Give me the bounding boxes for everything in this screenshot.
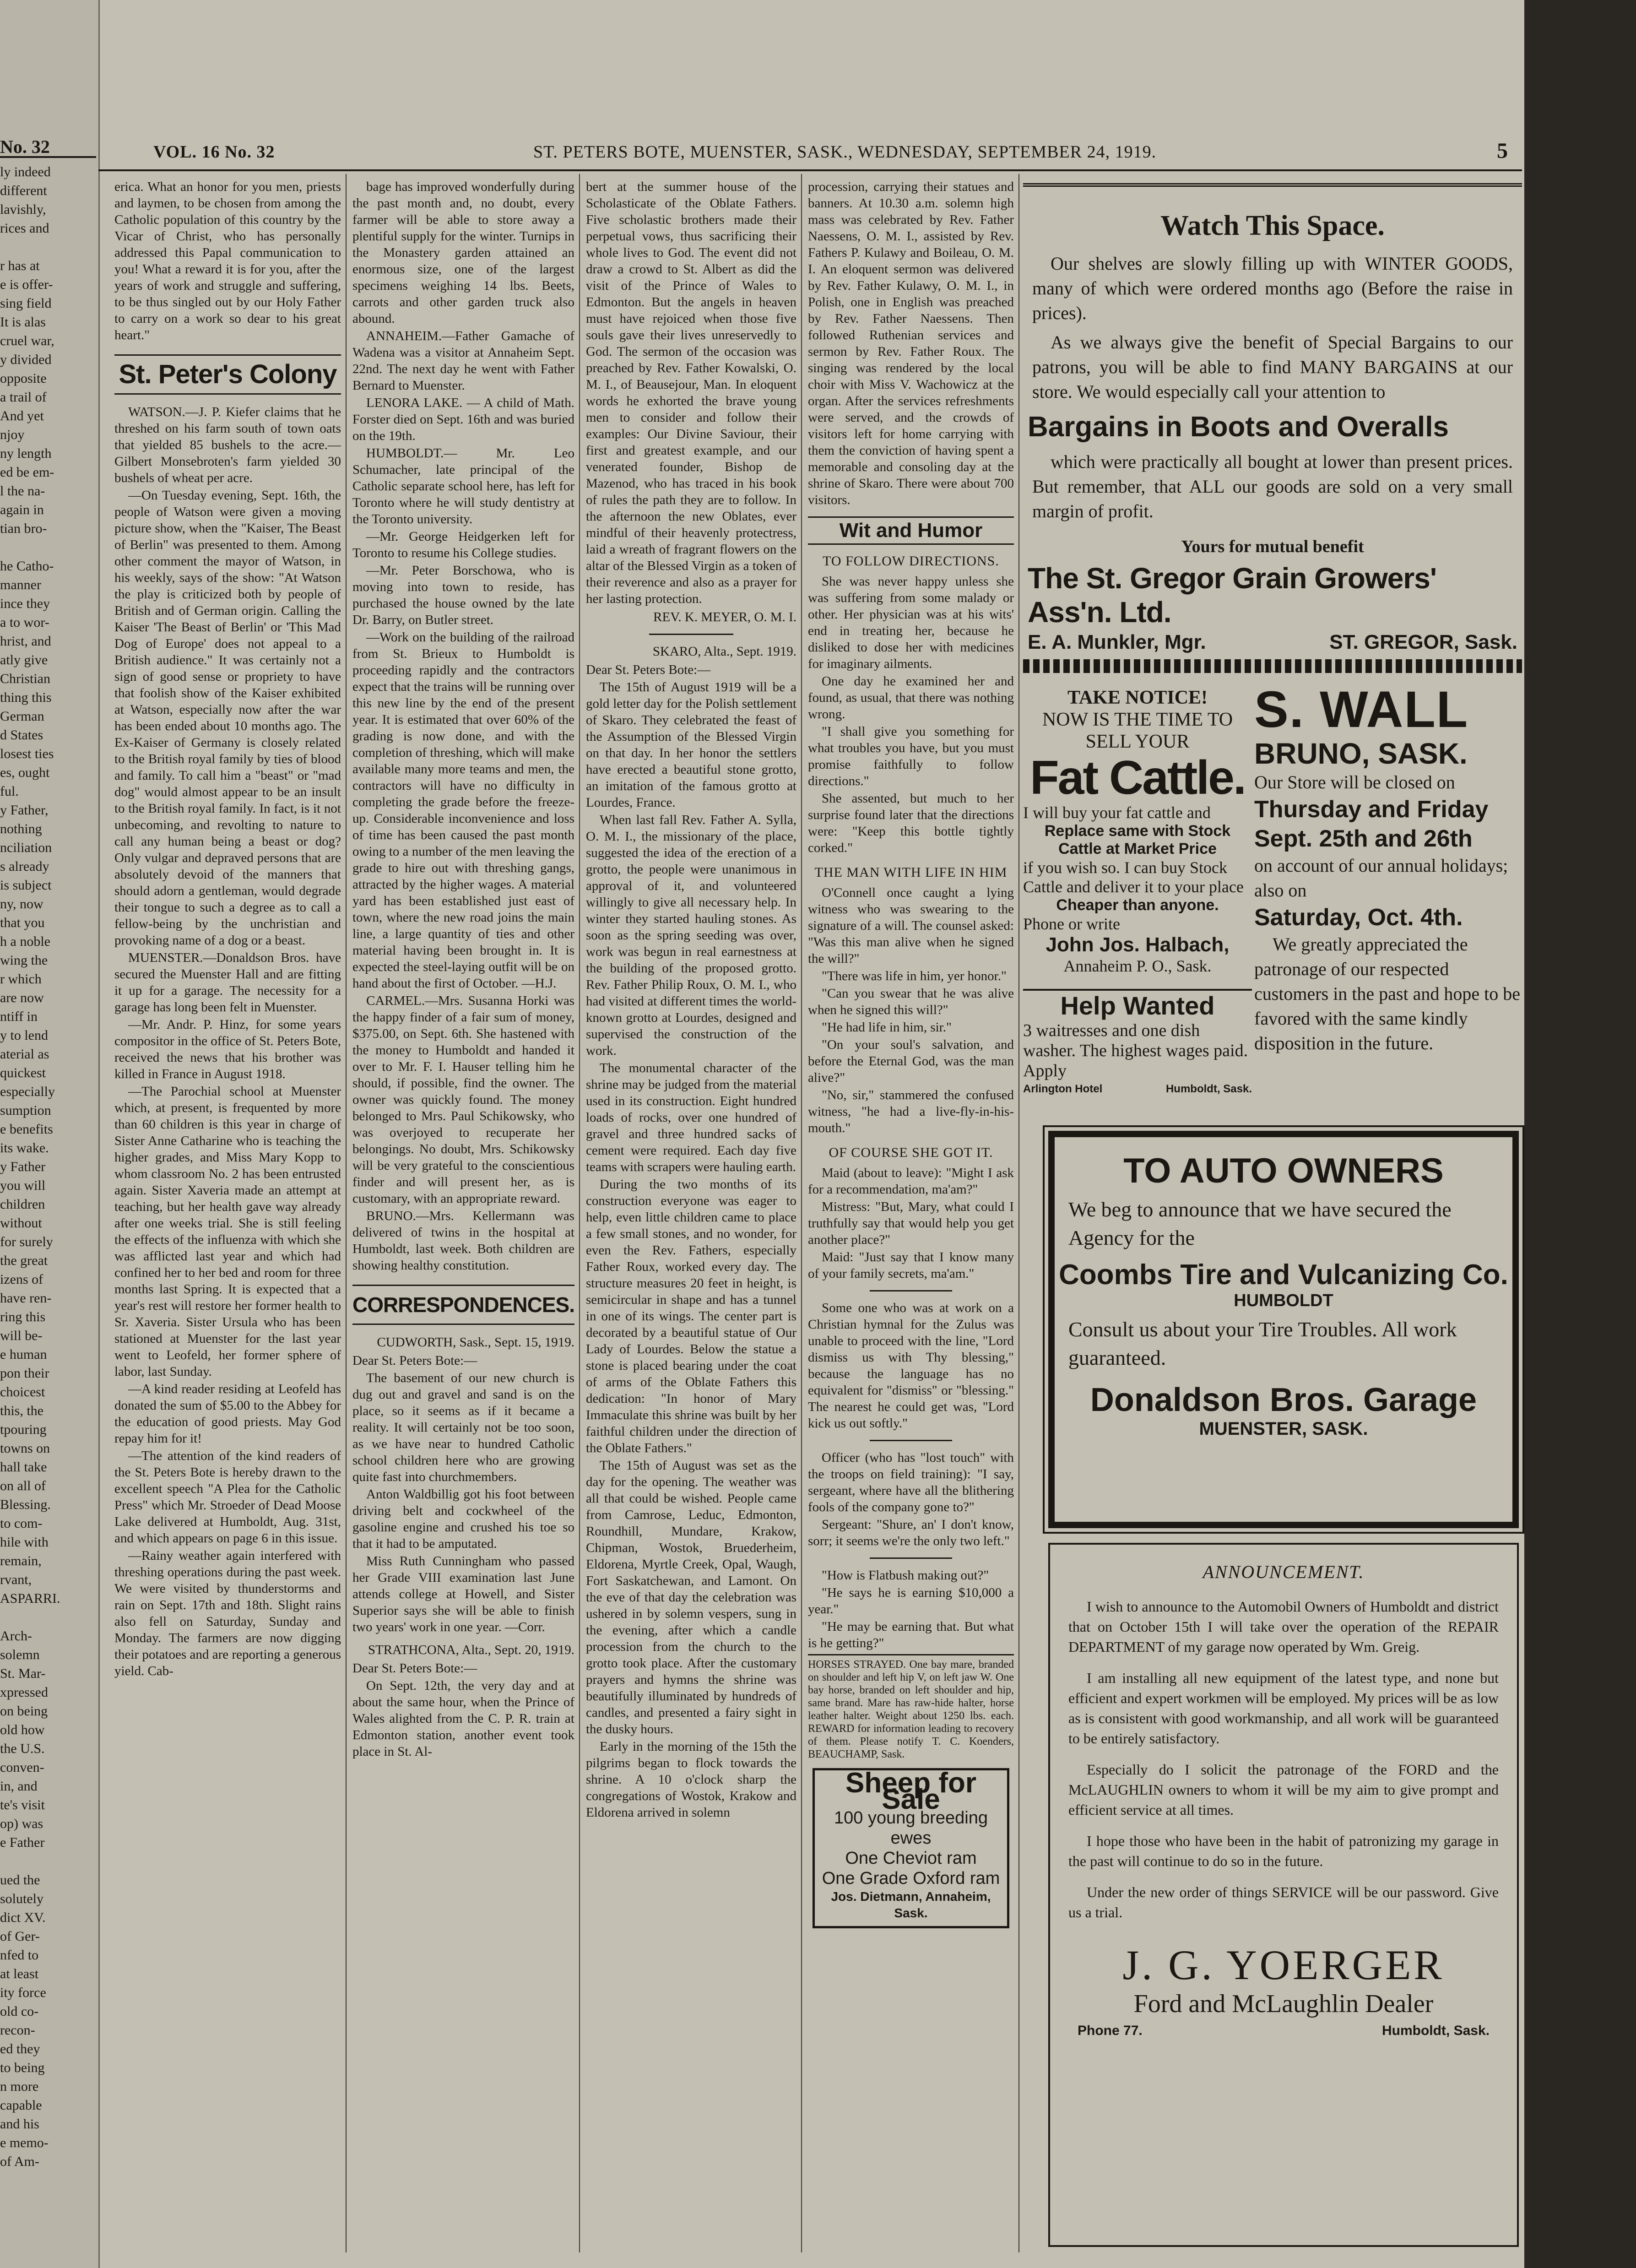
binding-shadow [1524,0,1636,2268]
sheep-title: Sheep for Sale [845,1767,976,1815]
letter-continued [586,179,796,607]
fragment-line: xpressed [0,1685,48,1700]
fragment-line: r has at [0,258,40,273]
announcement-body [1050,1596,1517,1922]
letter-strathcona [352,1677,574,1760]
fragment-line: will be- [0,1328,43,1343]
fragment-line: again in [0,502,44,517]
fragment-line: e is offer- [0,277,53,292]
auto-garage: Donaldson Bros. Garage [1090,1382,1477,1418]
fragment-line: you will [0,1178,46,1193]
paragraph: During the two months of its construction everyone was eager to help, even little children came to place a few small stones, and no wonder, for even the Rev. Fathers, especially Father Roux, worked every day. The structure measures 20 feet in height, is semicircular in shape and has a tunnel in one of its wings. The center part is decorated by a beautiful statue of Our Lady of Lourdes. Below the statue a stone is placed bearing under the coat of arms of the Oblate Fathers this dedication: "In honor of Mary Immaculate this shrine was built by her faithful children under the direction of the Oblate Fathers." [586,1177,796,1455]
fragment-line: to com- [0,1516,43,1531]
paragraph: Officer (who has "lost touch" with the troops on field training): "I say, sergeant, where have all the blithering fools of the company gone to?" [808,1450,1014,1514]
cattle-text: I will buy your fat cattle and [1023,803,1211,822]
correspondences-title: CORRESPONDENCES. [352,1285,574,1325]
paragraph: Maid: "Just say that I know many of your family secrets, ma'am." [808,1250,1014,1281]
fragment-line: tpouring [0,1422,47,1437]
column-1 [114,179,341,2252]
fragment-line: a trail of [0,390,47,405]
fragment-line: on all of [0,1478,46,1493]
wall-text: We greatly appreciated the patronage of our respected customers in the past and hope to be favored with the same kindly disposition in the future. [1254,934,1520,1053]
decorative-border [1023,659,1522,673]
divider [870,1440,952,1441]
ad-title: Watch This Space. [1160,210,1385,241]
salutation: Dear St. Peters Bote:— [586,662,711,677]
fragment-line: recon- [0,2023,35,2038]
paragraph: bert at the summer house of the Scholasticate of the Oblate Fathers. Five scholastic brothers made their perpetual vows, thus sacrificing their whole lives to God. The event did not draw a crowd to St. Albert as did the visit of the Prince of Wales to Edmonton. But the angels in heaven must have rejoiced when those five souls gave their lives unreservedly to God. The sermon of the occasion was preached by Rev. Father Kowalski, O. M. I., of Beausejour, Man. In eloquent words he exhorted the brave young men to consider and follow their examples: Our Divine Saviour, their first and greatest example, and our venerated founder, Bishop de Mazenod, who has traced in his book of rules the path they are to follow. In the afternoon the new Oblates, ever mindful of their heavenly protectress, laid a wreath of fragrant flowers on the altar of the Blessed Virgin as a token of their reverence and also as a prayer for her lasting protection. [586,179,796,606]
ad-text: which were practically all bought at lower than present prices. But remember, that ALL our goods are sold on a very small margin of profit. [1032,451,1513,521]
fragment-line [0,538,96,557]
sheep-line: 100 young breeding ewes [834,1808,988,1848]
fragment-line: in, and [0,1779,38,1794]
sheep-for-sale-ad [813,1768,1009,1928]
paragraph: "He had life in him, sir." [822,1020,952,1035]
watch-this-space-ad [1023,183,1522,654]
paragraph: I hope those who have been in the habit of patronizing my garage in the past will continue to do so in the future. [1068,1833,1499,1869]
fragment-line: its wake. [0,1140,49,1156]
divider [649,634,733,635]
paragraph: HUMBOLDT.— Mr. Leo Schumacher, late principal of the Catholic separate school here, has left for Toronto where he will study dentistry at the Toronto university. [352,446,574,526]
paragraph: LENORA LAKE. — A child of Math. Forster died on Sept. 16th and was buried on the 19th. [352,396,574,443]
fragment-line: y Father, [0,803,49,818]
paragraph: O'Connell once caught a lying witness who was swearing to the signature of a will. The counsel asked: "Was this man alive when he signed the will?" [808,885,1014,966]
wall-text: Our Store will be closed on [1254,772,1455,792]
paragraph: "On your soul's salvation, and before the Eternal God, was the man alive?" [808,1037,1014,1085]
letter-cudworth [352,1370,574,1635]
letter-continued [808,179,1014,508]
fragment-line: have ren- [0,1291,52,1306]
fragment-line: to being [0,2060,45,2075]
fragment-line: ince they [0,596,50,611]
paragraph: The 15th of August 1919 will be a gold letter day for the Polish settlement of Skaro. They celebrated the feast of the Assumption of the Blessed Virgin on that day. In her honor the settlers have erected a beautiful stone grotto, an imitation of the famous grotto at Lourdes, France. [586,680,796,810]
fragment-line: ring this [0,1309,46,1324]
fragment-line: of Am- [0,2154,39,2169]
fragment-line: remain, [0,1553,42,1568]
column-rule [346,174,347,2252]
fragment-line: e benefits [0,1122,53,1137]
paragraph: —The Parochial school at Muenster which, at present, is frequented by more than 60 children is this year in charge of Sister Anne Catharine who is teaching the higher grades, and Miss Mary Kopp to whom classroom No. 2 has been entrusted again. Sister Xaveria made an attempt at teaching, but her health gave way already after one weeks trial. She is still feeling the effects of the influenza with which she was afflicted last year and which had confined her to her bed and room for three months last Spring. It is expected that a year's rest will restore her former health to Sr. Xaveria. Sister Ursula who has been stationed at Muenster for the last year went to Leofeld, her former sphere of labor, last Sunday. [114,1084,341,1379]
fragment-line: s already [0,859,49,874]
fragment-line: l the na- [0,483,45,499]
fragment-line: St. Mar- [0,1666,46,1681]
fragment-line: atly give [0,652,48,667]
auto-company: Coombs Tire and Vulcanizing Co. [1059,1259,1508,1291]
previous-page-lines [0,163,96,2171]
ad-company: The St. Gregor Grain Growers' Ass'n. Ltd. [1028,562,1437,629]
sheep-seller: Jos. Dietmann, Annaheim, Sask. [831,1889,991,1920]
dateline: CUDWORTH, Sask., Sept. 15, 1919. [377,1335,574,1350]
paragraph: I am installing all new equipment of the latest type, and none but efficient and expert workmen will be employed. My prices will be as low as is consistent with good workmanship, and all work will be guaranteed to be entirely satisfactory. [1068,1670,1499,1747]
fragment-line: of Ger- [0,1929,40,1944]
wall-text: on account of our annual holidays; also on [1254,855,1508,901]
fragment-line: children [0,1197,45,1212]
joke [808,1300,1014,1432]
announcement-ad [1048,1543,1519,2247]
fragment-line: ed be em- [0,465,54,480]
joke-heading: THE MAN WITH LIFE IN HIM [814,865,1008,880]
dateline: STRATHCONA, Alta., Sept. 20, 1919. [368,1643,574,1657]
fragment-line: nothing [0,821,42,836]
help-title: Help Wanted [1060,991,1215,1020]
paragraph: The 15th of August was set as the day for the opening. The weather was all that could be wished. People came from Camrose, Leduc, Edmonton, Roundhill, Mundare, Krakow, Chipman, Wostok, Bruederheim, Eldorena, Myrtle Creek, Opal, Waugh, Fort Saskatchewan, and Lamont. On the eve of that day the celebration was ushered in by solemn vespers, sung in the evening, after which a candle procession from the church to the grotto took place. After the customary prayers and hymns the shrine was beautifully illuminated by hundreds of candles, and presented a fairy sight in the dusky hours. [586,1458,796,1736]
paragraph: On Sept. 12th, the very day and at about the same hour, when the Prince of Wales alighted from the C. P. R. train at Edmonton station, another event took place in St. Al- [352,1678,574,1759]
fragment-line: aterial as [0,1047,49,1062]
fragment-line: he Catho- [0,559,54,574]
paragraph: When last fall Rev. Father A. Sylla, O. M. I., the missionary of the place, suggested the idea of the erection of a grotto, the people were unanimous in approval of it, and volunteered willingly to give all necessary help. In winter they started hauling stones. As soon as the spring seeding was over, work was begun in real earnestness at the building of the proposed grotto. Rev. Father Philip Roux, O. M. I., who had visited at different times the world-known grotto at Lourdes, designed and supervised the construction of the work. [586,813,796,1058]
dealer-phone: Phone 77. [1078,2023,1143,2038]
fragment-line: old how [0,1722,45,1737]
paragraph: Early in the morning of the 15th the pilgrims began to flock towards the shrine. A 10 o'clock sharp the congregations of Wostok, Krakow and Eldorena arrived in solemn [586,1739,796,1820]
divider [870,1557,952,1559]
classified-ad: HORSES STRAYED. One bay mare, branded on shoulder and left hip V, on left jaw W. One bay horse, branded on left shoulder and hip, same brand. Mare has raw-hide halter, horse leather halter. Weight about 1250 lbs. each. REWARD for information leading to recovery of them. Please notify T. C. Koenders, BEAUCHAMP, Sask. [808,1654,1014,1761]
previous-page-header: No. 32 [0,137,96,158]
masthead-title: ST. PETERS BOTE, MUENSTER, SASK., WEDNESDAY, SEPTEMBER 24, 1919. [533,142,1157,162]
help-footer [1023,1083,1252,1096]
wall-town: BRUNO, SASK. [1254,737,1468,770]
fragment-line: thing this [0,690,52,705]
paragraph: "How is Flatbush making out?" [822,1568,989,1583]
ad-manager: E. A. Munkler, Mgr. [1028,631,1206,653]
fragment-line: es, ought [0,765,50,780]
paragraph: Under the new order of things SERVICE will be our password. Give us a trial. [1068,1884,1499,1921]
fragment-line: hall take [0,1460,47,1475]
paragraph: —Work on the building of the railroad from St. Brieux to Humboldt is proceeding rapidly and the contractors expect that the trains will be running over this new line by the end of the present year. It is estimated that over 60% of the grading is now done, and with the completion of threshing, which will make available many more teams and men, the contractors will have no difficulty in completing the grade before the freeze-up. Considerable inconvenience and loss of time has been caused the past month owing to a number of the men leaving the grade to hire out with threshing gangs, attracted by the higher wages. A material yard has been established just east of town, where the new road joins the main line, a large quantity of ties and other material having been brought in. It is expected the steel-laying outfit will be on hand about the first of October. —H.J. [352,630,574,991]
paragraph: —Mr. George Heidgerken left for Toronto to resume his College studies. [352,529,574,560]
paragraph: I wish to announce to the Automobil Owners of Humboldt and district that on October 15th I will take over the operation of the REPAIR DEPARTMENT of my garage now operated by Wm. Greig. [1068,1598,1499,1655]
fragment-line: It is alas [0,315,46,330]
ad-closing: Yours for mutual benefit [1181,537,1364,556]
fragment-line: a to wor- [0,615,49,630]
paragraph: —On Tuesday evening, Sept. 16th, the people of Watson were given a moving picture show, when the "Kaiser, The Beast of Berlin" was presented to them. Among other comment the mayor of Watson, in his weekly, says of the show: "At Watson the play is criticized both by people of British and of German origin. Calling the Kaiser 'The Beast of Berlin' or 'This Mad Dog of Europe' does not appeal to a British audience." It was certainly not a sign of good sense or propriety to have that foolish show of the Kaiser exhibited at Watson, especially now after the war has been ended about 10 months ago. The Ex-Kaiser of Germany is closely related to the British royal family by ties of blood and family. To call him a "beast" or "mad dog" would almost appear to be an insult to the British royal family. In fact, is it not unbecoming, and revolting to nature to call any human being a beast or dog? Only vulgar and depraved persons that are absolutely devoid of the manners that should adorn a gentleman, would degrade their tongue to such a degree as to call a fellow-being by the unchristian and provoking name of a dog or a beast. [114,488,341,948]
cattle-text: Phone or write [1023,915,1120,933]
cattle-headline: Fat Cattle. [1030,751,1245,804]
fragment-line: dict XV. [0,1910,46,1925]
fragment-line: especially [0,1084,55,1099]
paragraph: She was never happy unless she was suffering from some malady or other. Her physician was at his wits' end in treating her, because he disliked to dose her with medicines for imaginary ailments. [808,574,1014,671]
sheep-line: One Cheviot ram [845,1849,977,1868]
local-news-continued [352,179,574,1274]
fragment-line [0,1608,96,1627]
paragraph: "No, sir," stammered the confused witness, "he had a live-fly-in-his-mouth." [808,1088,1014,1135]
volume-number: VOL. 16 No. 32 [153,142,275,162]
salutation: Dear St. Peters Bote:— [352,1661,477,1676]
paragraph: procession, carrying their statues and banners. At 10.30 a.m. solemn high mass was celebrated by Rev. Father Naessens, O. M. I., assisted by Rev. Fathers P. Kulawy and Boileau, O. M. I. An eloquent sermon was delivered by Rev. Father Kulawy, O. M. I., in Polish, one in English was preached by Rev. Father Naessens. Then followed Ruthenian services and sermon by Rev. Father Roux. The singing was rendered by the local choir with Miss V. Wachowicz at the organ. After the services refreshments were served, and the crowds of visitors left for home carrying with them the conviction of having spent a memorable and consoling day at the shrine of Skaro. There were about 700 visitors. [808,179,1014,507]
letter-skaro [586,679,796,1821]
fragment-line: ntiff in [0,1009,38,1024]
paragraph: Mistress: "But, Mary, what could I truthfully say that would help you get another place?" [808,1199,1014,1247]
fragment-line: hile with [0,1535,49,1550]
announcement-title: ANNOUNCEMENT. [1203,1562,1365,1582]
fragment-line: ly indeed [0,164,51,179]
section-title: St. Peter's Colony [114,354,341,395]
paragraph: Especially do I solicit the patronage of the FORD and the McLAUGHLIN owners to whom it will be my aim to give prompt and efficient service at all times. [1068,1761,1499,1818]
fragment-line: h a noble [0,934,50,949]
fragment-line: the great [0,1253,48,1268]
fragment-line: that you [0,915,45,930]
fragment-line: tian bro- [0,521,47,536]
page-number: 5 [1497,139,1508,163]
sheep-line: One Grade Oxford ram [822,1869,1000,1888]
cattle-bold: Replace same with Stock Cattle at Market Price [1044,822,1231,857]
cattle-buyer: John Jos. Halbach, [1046,933,1230,956]
fragment-line: ASPARRI. [0,1591,60,1606]
paragraph: Miss Ruth Cunningham who passed her Grade VIII examination last June attends college at Howell, and Sister Superior says she will be able to finish two years' work in one year. —Corr. [352,1554,574,1634]
ad-text: Our shelves are slowly filling up with WINTER GOODS, many of which were ordered months ago (Before the raise in prices). [1032,253,1513,323]
fragment-line: y divided [0,352,52,367]
dealer-town: Humboldt, Sask. [1381,2023,1490,2038]
fragment-line: for surely [0,1234,53,1249]
previous-page-text [0,137,96,2171]
fragment-line: manner [0,577,41,592]
joke-heading: OF COURSE SHE GOT IT. [829,1145,993,1160]
fragment-line: e human [0,1347,47,1362]
wall-date: Saturday, Oct. 4th. [1254,904,1463,931]
fragment-line: on being [0,1704,48,1719]
auto-text: We beg to announce that we have secured the Agency for the [1068,1198,1452,1249]
fragment-line: sing field [0,296,52,311]
column-rule [801,174,802,2252]
paragraph: bage has improved wonderfully during the past month and, no doubt, every farmer will be able to store away a plentiful supply for the winter. Turnips in the Monastery garden attained an enormous size, one of the largest specimens weighing 14 lbs. Beets, carrots and other garden truck also abound. [352,179,574,326]
paragraph: The basement of our new church is dug out and gravel and sand is on the place, so it seems as if it became a reality. It will certainly not be too soon, as we have near to hundred Catholic school children here who are growing quite fast into churchmembers. [352,1371,574,1484]
fragment-line: ity force [0,1985,46,2000]
fragment-line: te's visit [0,1797,45,1812]
paragraph: CARMEL.—Mrs. Susanna Horki was the happy finder of a fair sum of money, $375.00, on Sept. 6th. She hastened with the money to Humboldt and handed it over to Mr. F. I. Hauser telling him he should, if possible, find the owner. The owner was quickly found. The money belonged to Mrs. Paul Schikowsky, who was overjoyed to recuperate her belongings. No doubt, Mrs. Schikowsky will be very grateful to the conscientious finder and will present her, as is customary, with an appropriate reward. [352,993,574,1206]
paragraph: One day he examined her and found, as usual, that there was nothing wrong. [808,674,1014,722]
divider [870,1290,952,1291]
paragraph: —Mr. Peter Borschowa, who is moving into town to reside, has purchased the house owned by the late Dr. Barry, on Butler street. [352,563,574,627]
ad-manager-line [1028,631,1517,654]
cattle-bold: Cheaper than anyone. [1056,896,1219,914]
fragment-line: old co- [0,2004,39,2019]
paragraph: "He may be earning that. But what is he getting?" [808,1619,1014,1650]
fragment-line: e Father [0,1835,45,1850]
fragment-line: without [0,1215,42,1231]
salutation: Dear St. Peters Bote:— [352,1353,477,1368]
help-wanted-ad [1023,989,1252,1110]
paragraph: —A kind reader residing at Leofeld has donated the sum of $5.00 to the Abbey for the education of good priests. May God repay him for it! [114,1382,341,1446]
ad-text: As we always give the benefit of Special Bargains to our patrons, you will be able to find MANY BARGAINS at our store. We would especially call your attention to [1032,332,1513,402]
fragment-line: d States [0,727,43,743]
announcement-footer [1078,2023,1490,2039]
fragment-line: different [0,183,47,198]
fragment-line: Blessing. [0,1497,51,1512]
auto-place: MUENSTER, SASK. [1199,1419,1368,1439]
paragraph: Sergeant: "Shure, an' I don't know, sorr; it seems we're the only two left." [808,1517,1014,1548]
previous-page-fragment [0,0,100,2268]
paragraph: She assented, but much to her surprise found later that the directions were: "Keep this bottle tightly corked." [808,791,1014,855]
fragment-line: conven- [0,1760,44,1775]
joke [808,1165,1014,1282]
fragment-line: r which [0,971,42,987]
joke [808,1449,1014,1549]
fragment-line: capable [0,2098,42,2113]
joke [808,884,1014,1136]
fragment-line: y Father [0,1159,46,1174]
fragment-line: hrist, and [0,634,51,649]
fragment-line: ed they [0,2041,40,2056]
cattle-notice: TAKE NOTICE! [1067,687,1208,708]
fragment-line: e memo- [0,2135,49,2150]
fragment-line [0,238,96,256]
s-wall-ad [1254,682,1522,1108]
help-hotel: Arlington Hotel [1023,1083,1103,1095]
fragment-line: ny length [0,446,52,461]
fragment-line: rices and [0,221,49,236]
auto-owners-ad [1048,1131,1519,1528]
paragraph: —Rainy weather again interfered with threshing operations during the past week. We were visited by thunderstorms and rain on Sept. 17th and 18th. Slight rains also fell on Saturday, Sunday and Monday. The farmers are now digging their potatoes and are reporting a generous yield. Cab- [114,1548,341,1678]
fragment-line: ny, now [0,896,43,912]
fragment-line: rvant, [0,1572,32,1587]
auto-text: Consult us about your Tire Troubles. All work guaranteed. [1068,1318,1457,1369]
paragraph: Anton Waldbillig got his foot between driving belt and cockwheel of the gasoline engine and crushed his toe so that it had to be amputated. [352,1487,574,1551]
fragment-line: ued the [0,1872,40,1888]
fragment-line: choicest [0,1384,45,1400]
fragment-line: opposite [0,371,47,386]
dealer-subtitle: Ford and McLaughlin Dealer [1133,1990,1434,2018]
column-rule [579,174,580,2252]
cattle-subtitle: NOW IS THE TIME TO SELL YOUR [1042,709,1233,752]
column-rule [1018,174,1019,2252]
joke [808,1567,1014,1651]
paragraph: "Can you swear that he was alive when he signed this will?" [808,986,1014,1017]
paragraph: BRUNO.—Mrs. Kellermann was delivered of twins in the hospital at Humboldt, last week. Both children are showing healthy constitution. [352,1209,574,1273]
fragment-line: njoy [0,427,25,442]
paragraph: —Mr. Andr. P. Hinz, for some years compositor in the office of St. Peters Bote, received the news that his brother was killed in France in August 1918. [114,1017,341,1081]
fragment-line: nfed to [0,1948,39,1963]
wall-dates: Thursday and Friday Sept. 25th and 26th [1254,796,1489,852]
paragraph: ANNAHEIM.—Father Gamache of Wadena was a visitor at Annaheim Sept. 22nd. The next day he went with Father Bernard to Muenster. [352,329,574,393]
dealer-name: J. G. YOERGER [1122,1942,1445,1988]
fragment-line: sumption [0,1103,51,1118]
fragment-line: nciliation [0,840,52,855]
fragment-line: at least [0,1966,39,1981]
paragraph: Some one who was at work on a Christian hymnal for the Zulus was unable to proceed with the line, "Lord dismiss us with Thy blessing," because the language has no equivalent for "dismiss" or "blessing." The nearest he could get was, "Lord kick us out softly." [808,1301,1014,1431]
cattle-address: Annaheim P. O., Sask. [1063,957,1212,975]
fragment-line: quickest [0,1065,46,1080]
ad-headline: Bargains in Boots and Overalls [1028,411,1449,443]
fragment-line: Arch- [0,1628,32,1644]
joke-heading: TO FOLLOW DIRECTIONS. [823,553,999,569]
fragment-line [0,1852,96,1871]
column-3 [586,179,796,2252]
wit-humor-title: Wit and Humor [808,516,1014,545]
local-news [114,404,341,1679]
fragment-line: German [0,709,44,724]
fragment-line: op) was [0,1816,43,1831]
paragraph: MUENSTER.—Donaldson Bros. have secured the Muenster Hall and are fitting it up for a garage. The necessity for a garage has long been felt in Muenster. [114,950,341,1015]
fragment-line: solutely [0,1891,43,1906]
fragment-line: ful. [0,784,19,799]
fragment-line: y to lend [0,1028,48,1043]
auto-title: TO AUTO OWNERS [1123,1151,1444,1190]
fragment-line: lavishly, [0,202,46,217]
fragment-line: Christian [0,671,50,686]
column-2 [352,179,574,2252]
paragraph: "I shall give you something for what troubles you have, but you must promise faithfully to follow directions." [808,724,1014,788]
paragraph: The monumental character of the shrine may be judged from the material used in its construction. Eight hundred loads of rocks, over one hundred of gravel and three hundred sacks of cement were required. Each day five teams with scrapers were hauling earth. [586,1061,796,1174]
fragment-line: n more [0,2079,39,2094]
fragment-line: izens of [0,1272,43,1287]
fragment-line: pon their [0,1366,49,1381]
fragment-line: cruel war, [0,333,54,348]
paragraph: "He says he is earning $10,000 a year." [808,1585,1014,1617]
fragment-line: towns on [0,1441,50,1456]
ad-place: ST. GREGOR, Sask. [1329,631,1517,653]
wall-name: S. WALL [1254,681,1469,738]
paragraph: "There was life in him, yer honor." [822,969,1007,983]
paragraph: WATSON.—J. P. Kiefer claims that he threshed on his farm south of town oats that yielded 85 bushels to the acre.—Gilbert Monsebroten's farm yielded 30 bushels of wheat per acre. [114,405,341,485]
paragraph: —The attention of the kind readers of the St. Peters Bote is hereby drawn to the excellent speech "A Plea for the Catholic Press" which Mr. Stroeder of Dead Moose Lake delivered at Humboldt, Aug. 31st, and which appears on page 6 in this issue. [114,1449,341,1546]
cattle-text: if you wish so. I can buy Stock Cattle and deliver it to your place [1023,858,1244,896]
column-4 [808,179,1014,2252]
signature: REV. K. MEYER, O. M. I. [653,610,796,624]
auto-company-town: HUMBOLDT [1234,1291,1333,1310]
fragment-line: the U.S. [0,1741,45,1756]
fragment-line: And yet [0,408,44,423]
help-text: 3 waitresses and one dish washer. The highest wages paid. Apply [1023,1021,1248,1080]
fragment-line: solemn [0,1647,40,1662]
paragraph: Maid (about to leave): "Might I ask for a recommendation, ma'am?" [808,1166,1014,1197]
fragment-line: wing the [0,953,48,968]
fragment-line: this, the [0,1403,43,1418]
help-town: Humboldt, Sask. [1165,1083,1252,1095]
dateline: SKARO, Alta., Sept. 1919. [652,644,796,659]
fragment-line: are now [0,990,44,1005]
fragment-line: losest ties [0,746,54,761]
article-continuation: erica. What an honor for you men, priests and laymen, to be chosen from among the Catholic population of this country by the Vicar of Christ, who has personally addressed this Papal communication to you! What a reward it is for you, after the years of work and struggle and suffering, to be thus singled out by our Holy Father to carry on a work so dear to his great heart." [114,179,341,342]
fragment-line: and his [0,2116,39,2132]
joke [808,573,1014,856]
masthead [98,137,1522,171]
fragment-line: is subject [0,878,52,893]
